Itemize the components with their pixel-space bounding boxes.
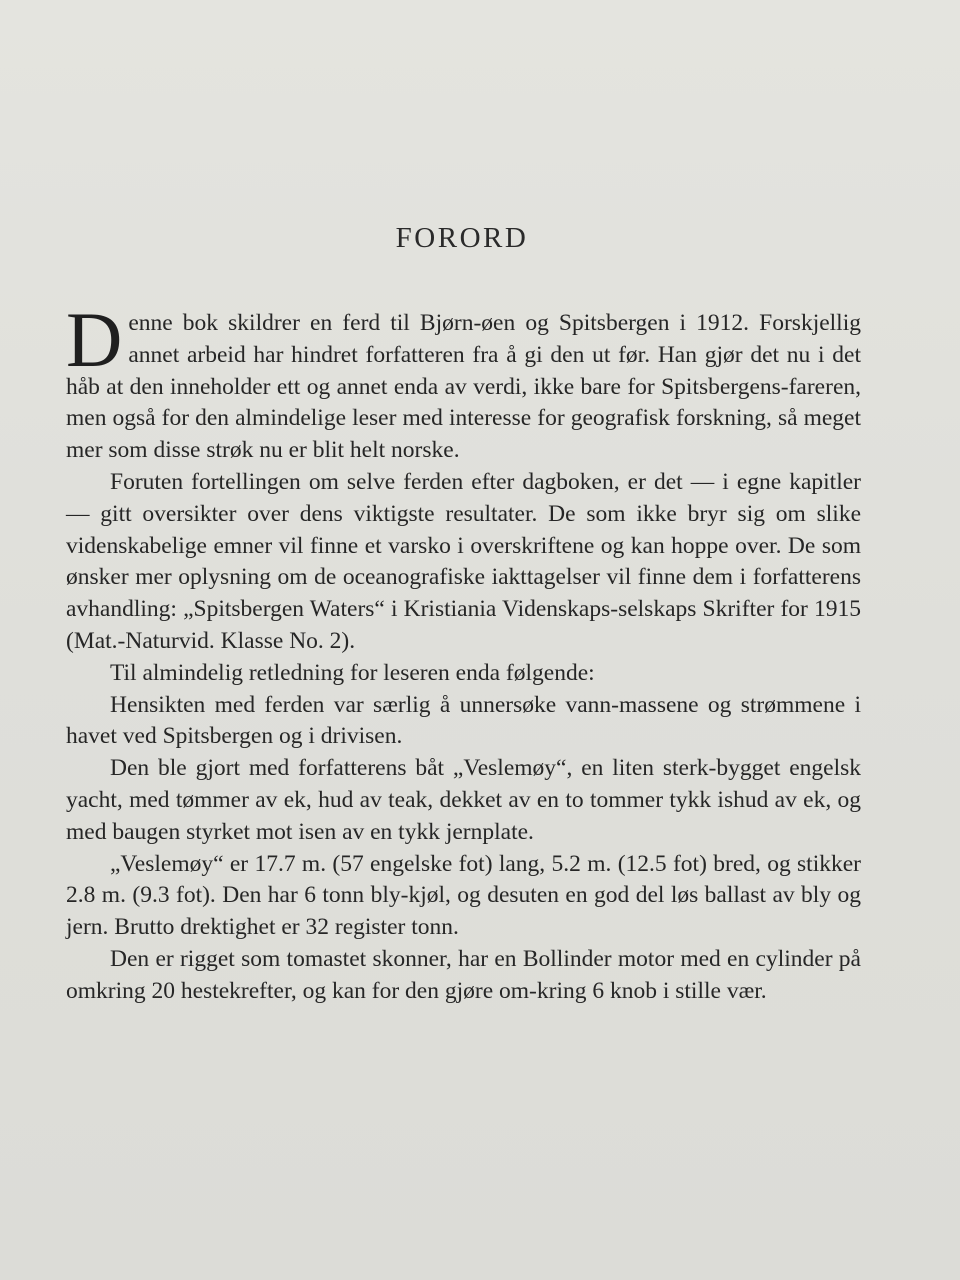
paragraph-3: Til almindelig retledning for leseren enda følgende: bbox=[110, 659, 595, 686]
paragraph-5: Den ble gjort med forfatterens båt „Veslemøy“, en liten sterk-bygget engelsk yacht, med tømmer av ek, hud av teak, dekket av en to tommer tykk ishud av ek, og med baugen styrket mot isen av en tykk jernplate. bbox=[66, 755, 861, 845]
paragraph-4: Hensikten med ferden var særlig å unnersøke vann-massene og strømmene i havet ved Spitsbergen og i drivisen. bbox=[66, 691, 861, 750]
drop-cap: D bbox=[66, 296, 123, 383]
paragraph-2: Foruten fortellingen om selve ferden efter dagboken, er det — i egne kapitler — gitt oversikter over dens viktigste resultater. De som ikke bryr sig om slike videnskabelige emner vil finne et varsko i overskriftene og kan hoppe over. De som ønsker mer oplysning om de oceanografiske iakttagelser vil finne dem i forfatterens avhandling: „Spitsbergen Waters“ i Kristiania Videnskaps-selskaps Skrifter for 1915 (Mat.-Naturvid. Klasse No. 2). bbox=[66, 468, 861, 654]
paragraph-7: Den er rigget som tomastet skonner, har en Bollinder motor med en cylinder på omkring 20 hestekrefter, og kan for den gjøre om-kring 6 knob i stille vær. bbox=[66, 945, 861, 1004]
page-title: FORORD bbox=[395, 222, 529, 254]
paragraph-6: „Veslemøy“ er 17.7 m. (57 engelske fot) lang, 5.2 m. (12.5 fot) bred, og stikker 2.8 m. (9.3 fot). Den har 6 tonn bly-kjøl, og desuten en god del løs ballast av bly og jern. Brutto drektighet er 32 register tonn. bbox=[66, 850, 861, 941]
body-text bbox=[66, 296, 861, 1008]
paragraph-1 bbox=[66, 296, 861, 467]
paragraph-1-text: enne bok skildrer en ferd til Bjørn-øen og Spitsbergen i 1912. Forskjellig annet arbeid har hindret forfatteren fra å gi den ut før. Han gjør det nu i det håb at den inneholder ett og annet enda av verdi, ikke bare for Spitsbergens-fareren, men også for den almindelige leser med interesse for geografisk forskning, så meget mer som disse strøk nu er blit helt norske. bbox=[66, 310, 861, 464]
